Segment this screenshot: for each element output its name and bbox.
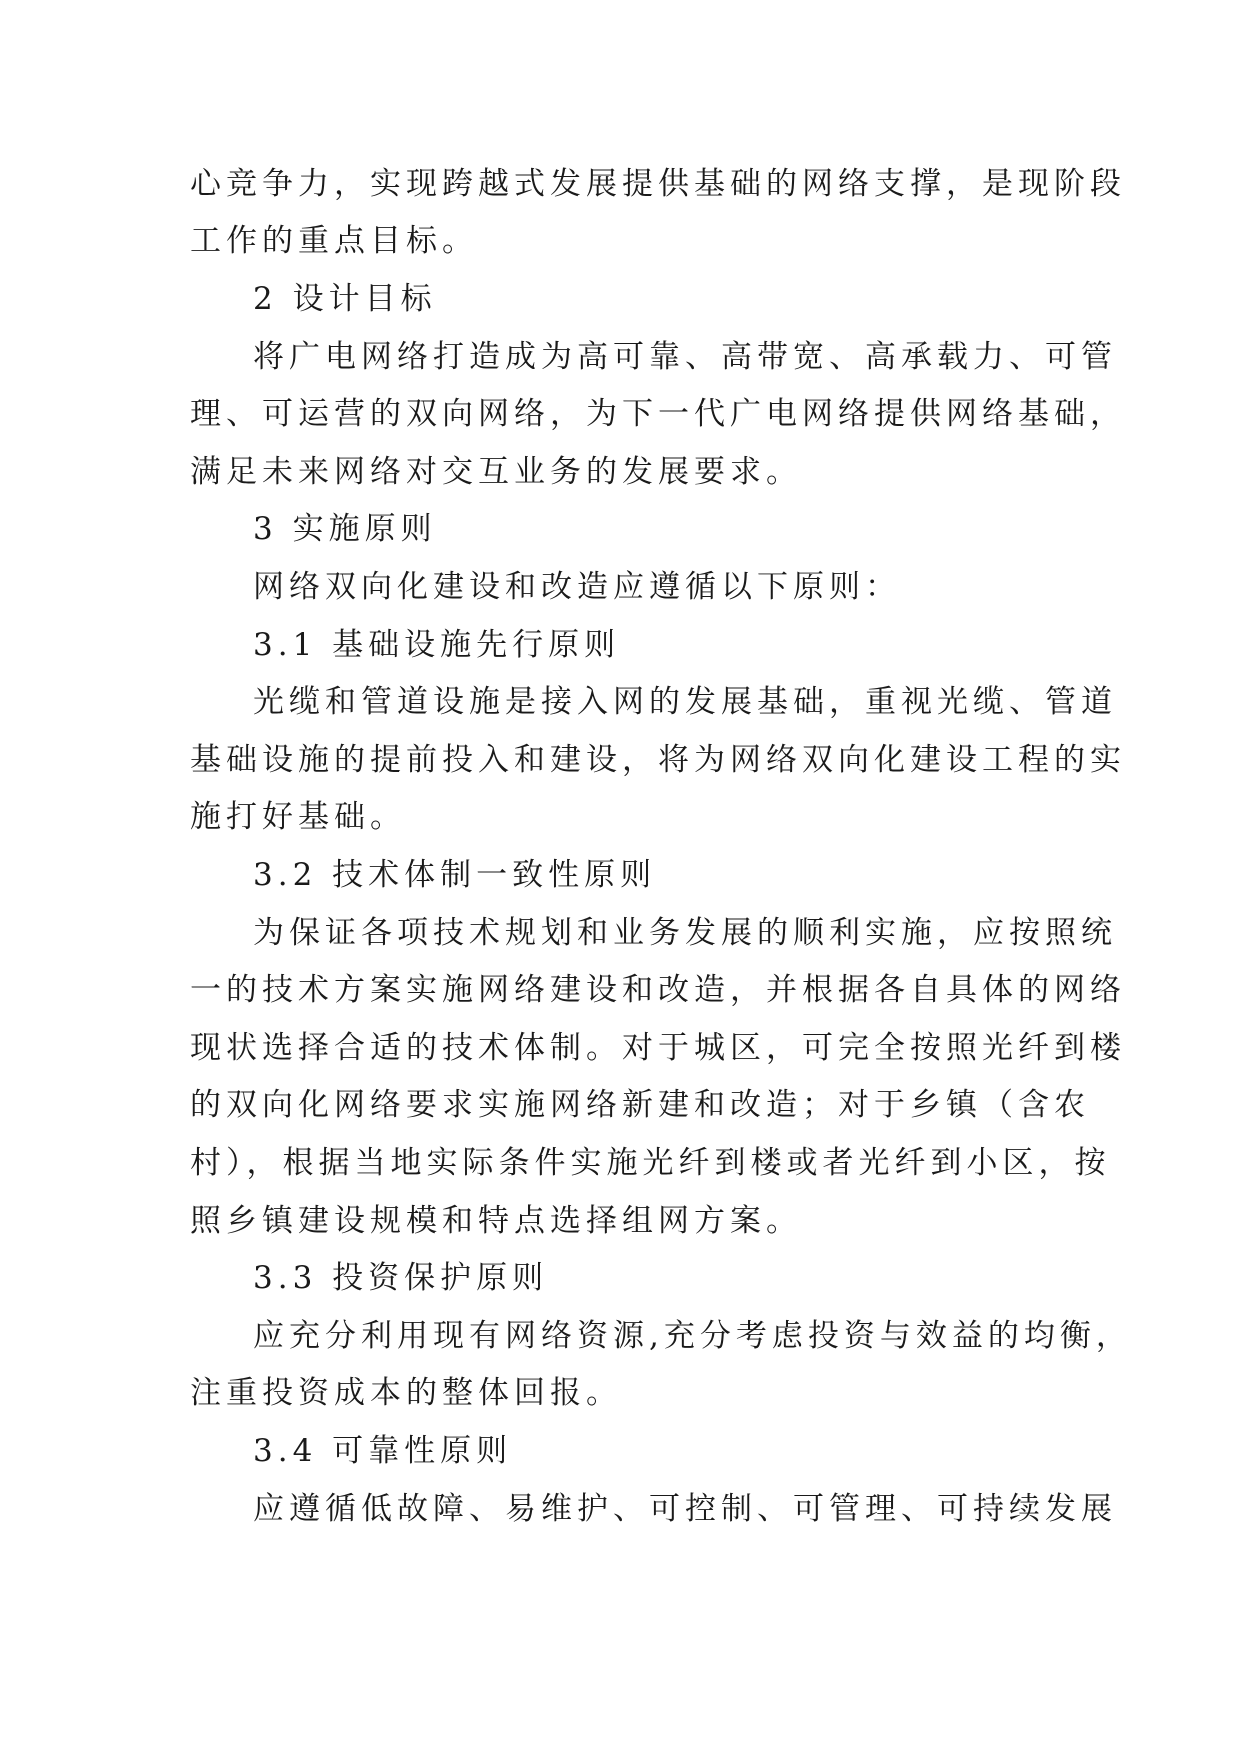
paragraph-line: 工作的重点目标。 <box>190 223 478 259</box>
paragraph-line: 为保证各项技术规划和业务发展的顺利实施，应按照统 <box>253 915 1117 951</box>
paragraph-line: 基础设施的提前投入和建设，将为网络双向化建设工程的实 <box>190 742 1126 778</box>
paragraph-line: 现状选择合适的技术体制。对于城区，可完全按照光纤到楼 <box>190 1030 1126 1066</box>
paragraph-line: 施打好基础。 <box>190 799 406 835</box>
paragraph-line: 的双向化网络要求实施网络新建和改造；对于乡镇（含农 <box>190 1087 1090 1123</box>
subsection-heading: 3.1 基础设施先行原则 <box>253 627 621 663</box>
paragraph-line: 满足未来网络对交互业务的发展要求。 <box>190 454 802 490</box>
subsection-heading: 3.2 技术体制一致性原则 <box>253 857 657 893</box>
paragraph-line: 心竞争力，实现跨越式发展提供基础的网络支撑，是现阶段 <box>190 166 1126 202</box>
section-heading: 2 设计目标 <box>253 281 437 317</box>
paragraph-line: 照乡镇建设规模和特点选择组网方案。 <box>190 1203 802 1239</box>
paragraph-line: 理、可运营的双向网络，为下一代广电网络提供网络基础， <box>190 396 1126 432</box>
paragraph-line: 网络双向化建设和改造应遵循以下原则： <box>253 569 901 605</box>
paragraph-line: 一的技术方案实施网络建设和改造，并根据各自具体的网络 <box>190 972 1126 1008</box>
paragraph-line: 将广电网络打造成为高可靠、高带宽、高承载力、可管 <box>253 339 1117 375</box>
paragraph-line: 应充分利用现有网络资源,充分考虑投资与效益的均衡， <box>253 1318 1132 1354</box>
paragraph-line: 应遵循低故障、易维护、可控制、可管理、可持续发展 <box>253 1491 1117 1527</box>
subsection-heading: 3.4 可靠性原则 <box>253 1433 513 1469</box>
subsection-heading: 3.3 投资保护原则 <box>253 1260 549 1296</box>
section-heading: 3 实施原则 <box>253 511 437 547</box>
paragraph-line: 村），根据当地实际条件实施光纤到楼或者光纤到小区，按 <box>190 1145 1111 1181</box>
paragraph-line: 注重投资成本的整体回报。 <box>190 1375 622 1411</box>
paragraph-line: 光缆和管道设施是接入网的发展基础，重视光缆、管道 <box>253 684 1117 720</box>
